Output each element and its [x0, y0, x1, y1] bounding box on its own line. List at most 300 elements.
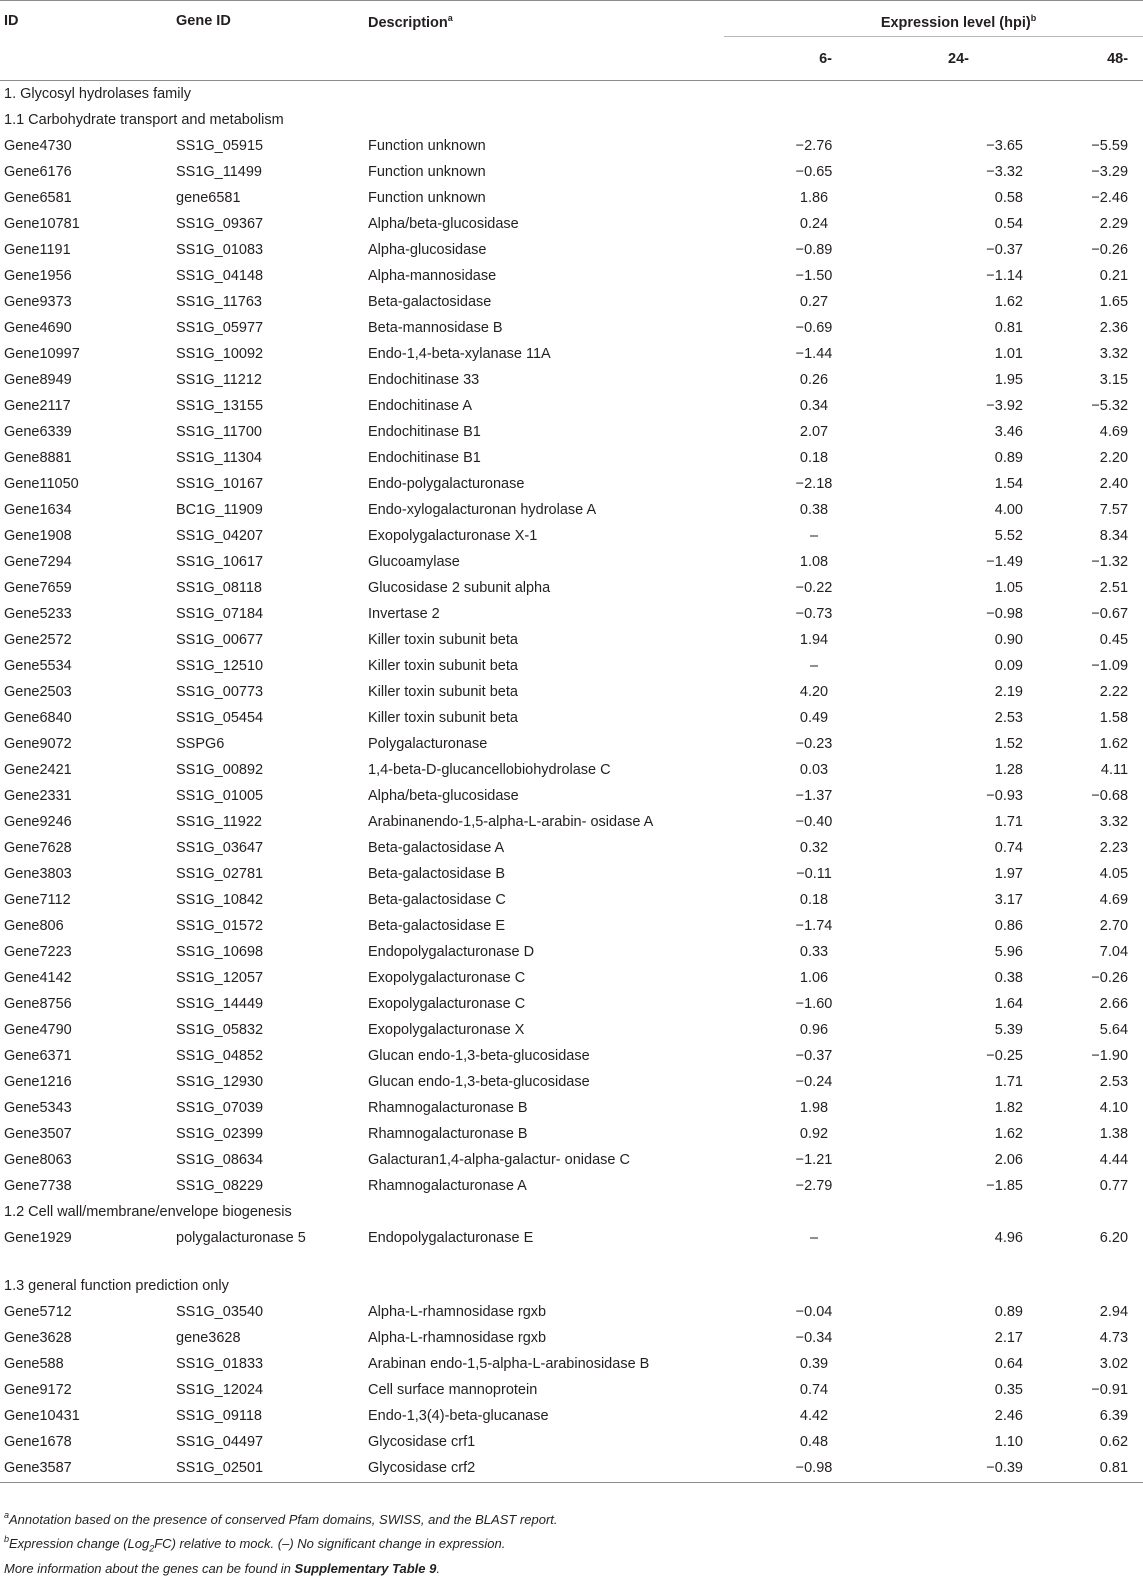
cell-48hpi: 3.32 [1099, 345, 1129, 362]
table-footnotes [4, 1506, 558, 1578]
cell-id: Gene7659 [4, 579, 72, 596]
cell-6hpi [724, 419, 868, 445]
cell-48hpi: −0.26 [1091, 241, 1129, 258]
cell-24hpi [868, 575, 1023, 601]
cell-24hpi-value: 2.17 [994, 1329, 1023, 1346]
cell-gene-id: SS1G_13155 [176, 397, 264, 414]
table-row [0, 367, 1143, 393]
cell-48hpi: 3.15 [1099, 371, 1129, 388]
cell-24hpi [868, 887, 1023, 913]
cell-description: Beta-galactosidase [368, 293, 492, 310]
cell-24hpi [868, 1403, 1023, 1429]
cell-gene-id: SS1G_09367 [176, 215, 264, 232]
cell-gene-id: SS1G_04148 [176, 267, 264, 284]
cell-6hpi-value: 1.86 [799, 189, 829, 206]
cell-id: Gene11050 [4, 475, 79, 492]
cell-6hpi-value: 0.03 [799, 761, 829, 778]
cell-gene-id: SS1G_01572 [176, 917, 264, 934]
cell-24hpi-value: −3.32 [986, 163, 1023, 180]
cell-id: Gene9172 [4, 1381, 72, 1398]
expression-footnote-mark: b [1030, 13, 1037, 23]
cell-6hpi [724, 445, 868, 471]
cell-6hpi-value: −2.18 [795, 475, 833, 492]
cell-gene-id: SS1G_04207 [176, 527, 264, 544]
cell-id: Gene1678 [4, 1433, 72, 1450]
cell-24hpi-value: −1.14 [986, 267, 1023, 284]
cell-id: Gene7628 [4, 839, 72, 856]
cell-description: Cell surface mannoprotein [368, 1381, 538, 1398]
cell-description: Beta-galactosidase B [368, 865, 506, 882]
cell-6hpi-value: 0.18 [799, 891, 829, 908]
cell-6hpi [724, 1351, 868, 1377]
cell-6hpi-value: 2.07 [799, 423, 829, 440]
cell-24hpi-value: −3.65 [986, 137, 1023, 154]
cell-id: Gene4690 [4, 319, 72, 336]
table-row [0, 1017, 1143, 1043]
cell-24hpi-value: 0.81 [994, 319, 1023, 336]
cell-24hpi [868, 1225, 1023, 1273]
cell-24hpi-value: 0.89 [994, 1303, 1023, 1320]
cell-description: Killer toxin subunit beta [368, 683, 518, 700]
cell-48hpi: −1.32 [1091, 553, 1129, 570]
cell-48hpi: 4.73 [1099, 1329, 1129, 1346]
table-body [0, 81, 1143, 1483]
cell-description: Glycosidase crf2 [368, 1455, 724, 1483]
table-row [0, 731, 1143, 757]
cell-6hpi-value: 0.24 [799, 215, 829, 232]
cell-description: Endochitinase A [368, 397, 472, 414]
cell-48hpi: 3.32 [1099, 813, 1129, 830]
cell-description: Exopolygalacturonase X [368, 1021, 525, 1038]
cell-24hpi-value: 0.54 [994, 215, 1023, 232]
cell-24hpi [868, 1147, 1023, 1173]
table-row [0, 1043, 1143, 1069]
cell-id: Gene5233 [4, 605, 72, 622]
cell-description: Polygalacturonase [368, 735, 488, 752]
cell-24hpi [868, 1299, 1023, 1325]
cell-id: Gene1908 [4, 527, 72, 544]
cell-6hpi-value: – [809, 657, 819, 674]
cell-48hpi: −0.68 [1091, 787, 1129, 804]
cell-24hpi [868, 315, 1023, 341]
cell-gene-id: SS1G_11922 [176, 813, 262, 830]
cell-gene-id: SS1G_08229 [176, 1177, 264, 1194]
cell-48hpi: 2.36 [1099, 319, 1129, 336]
cell-description: Exopolygalacturonase X-1 [368, 527, 538, 544]
cell-gene-id: SS1G_04497 [176, 1433, 264, 1450]
cell-description: Arabinanendo-1,5-alpha-L-arabin- osidase A [368, 813, 654, 830]
description-footnote-mark: a [447, 13, 453, 23]
cell-id: Gene8756 [4, 995, 72, 1012]
table-row [0, 1455, 1143, 1483]
cell-48hpi: 2.22 [1099, 683, 1129, 700]
table-row [0, 1069, 1143, 1095]
cell-48hpi: 4.10 [1099, 1099, 1129, 1116]
cell-description: Beta-mannosidase B [368, 319, 503, 336]
table-row [0, 965, 1143, 991]
cell-description: Endo-xylogalacturonan hydrolase A [368, 501, 597, 518]
cell-gene-id: SS1G_10842 [176, 891, 264, 908]
cell-24hpi-value: 2.53 [994, 709, 1023, 726]
cell-id: Gene1634 [4, 501, 72, 518]
cell-48hpi: 8.34 [1099, 527, 1129, 544]
cell-6hpi [724, 1095, 868, 1121]
cell-48hpi: −3.29 [1091, 163, 1129, 180]
cell-6hpi-value: −0.40 [795, 813, 833, 830]
cell-6hpi-value: 0.26 [799, 371, 829, 388]
cell-description: Glucoamylase [368, 553, 460, 570]
cell-description: Alpha-glucosidase [368, 241, 487, 258]
cell-24hpi [868, 1429, 1023, 1455]
cell-48hpi: 2.66 [1099, 995, 1129, 1012]
table-row [0, 627, 1143, 653]
table-row [0, 1403, 1143, 1429]
cell-id: Gene9373 [4, 293, 72, 310]
cell-6hpi [724, 679, 868, 705]
cell-description: Alpha-L-rhamnosidase rgxb [368, 1303, 547, 1320]
cell-24hpi-value: −3.92 [986, 397, 1023, 414]
cell-48hpi: 5.64 [1099, 1021, 1129, 1038]
cell-gene-id: SS1G_01005 [176, 787, 264, 804]
cell-description: Endopolygalacturonase E [368, 1229, 534, 1246]
cell-6hpi-value: 0.96 [799, 1021, 829, 1038]
cell-id: Gene2503 [4, 683, 72, 700]
cell-24hpi [868, 965, 1023, 991]
cell-description: Killer toxin subunit beta [368, 631, 518, 648]
cell-6hpi-value: 0.39 [799, 1355, 829, 1372]
table-row [0, 913, 1143, 939]
cell-6hpi-value: 0.32 [799, 839, 829, 856]
cell-6hpi-value: −1.60 [795, 995, 833, 1012]
cell-24hpi [868, 1325, 1023, 1351]
cell-6hpi [724, 965, 868, 991]
cell-6hpi-value: −0.04 [795, 1303, 833, 1320]
cell-6hpi [724, 237, 868, 263]
cell-id: Gene4730 [4, 137, 72, 154]
cell-24hpi [868, 211, 1023, 237]
cell-24hpi-value: 1.71 [994, 1073, 1023, 1090]
cell-24hpi [868, 783, 1023, 809]
header-6hpi: 6- [819, 51, 832, 67]
cell-24hpi [868, 861, 1023, 887]
cell-gene-id: SS1G_03647 [176, 839, 264, 856]
table-row [0, 237, 1143, 263]
cell-24hpi-value: 0.74 [994, 839, 1023, 856]
table-row [0, 1429, 1143, 1455]
table-row [0, 1095, 1143, 1121]
cell-description: Endochitinase B1 [368, 423, 481, 440]
cell-6hpi-value: −0.23 [795, 735, 833, 752]
cell-gene-id: SS1G_11763 [176, 293, 262, 310]
table-row [0, 523, 1143, 549]
header-id: ID [4, 13, 19, 29]
cell-description: Galacturan1,4-alpha-galactur- onidase C [368, 1151, 630, 1168]
cell-24hpi [868, 237, 1023, 263]
cell-6hpi-value: −0.89 [795, 241, 833, 258]
cell-6hpi [724, 367, 868, 393]
table-row [0, 601, 1143, 627]
cell-6hpi [724, 159, 868, 185]
cell-6hpi [724, 185, 868, 211]
cell-gene-id: SS1G_14449 [176, 995, 264, 1012]
cell-6hpi-value: 0.49 [799, 709, 829, 726]
cell-gene-id: SS1G_01083 [176, 241, 264, 258]
cell-24hpi-value: 1.97 [994, 865, 1023, 882]
table-row [0, 679, 1143, 705]
cell-6hpi [724, 575, 868, 601]
cell-48hpi: 4.11 [1100, 761, 1129, 778]
cell-id: Gene2572 [4, 631, 72, 648]
cell-gene-id: SS1G_01833 [176, 1355, 264, 1372]
cell-48hpi: 2.51 [1099, 579, 1129, 596]
cell-description: Endo-1,3(4)-beta-glucanase [368, 1407, 549, 1424]
cell-gene-id: SS1G_07039 [176, 1099, 264, 1116]
cell-24hpi-value: 0.38 [994, 969, 1023, 986]
table-row [0, 159, 1143, 185]
cell-24hpi-value: 0.35 [994, 1381, 1023, 1398]
cell-48hpi: 0.81 [1023, 1455, 1143, 1483]
cell-6hpi [724, 1069, 868, 1095]
cell-description: Endo-1,4-beta-xylanase 11A [368, 345, 551, 362]
cell-id: Gene2421 [4, 761, 72, 778]
cell-24hpi [868, 731, 1023, 757]
cell-description: Exopolygalacturonase C [368, 995, 526, 1012]
cell-gene-id: SS1G_11499 [176, 163, 262, 180]
cell-48hpi: 6.39 [1099, 1407, 1129, 1424]
cell-id: Gene3803 [4, 865, 72, 882]
cell-24hpi [868, 705, 1023, 731]
cell-24hpi [868, 133, 1023, 159]
cell-24hpi [868, 1017, 1023, 1043]
footnote-b: $^b$Expression change (Log$_2$FC) relative to mock. (–) No significant change in expression. [4, 1533, 506, 1554]
table-row [0, 1351, 1143, 1377]
cell-6hpi-value: −0.11 [796, 865, 832, 882]
cell-gene-id: gene3628 [176, 1329, 241, 1346]
cell-id: Gene2331 [4, 787, 72, 804]
cell-gene-id: SS1G_05454 [176, 709, 264, 726]
cell-24hpi-value: 1.05 [994, 579, 1023, 596]
cell-24hpi [868, 809, 1023, 835]
cell-gene-id: BC1G_11909 [176, 501, 263, 518]
cell-48hpi: 2.53 [1099, 1073, 1129, 1090]
footnote-more-info: More information about the genes can be found in Supplementary Table 9. [4, 1560, 440, 1576]
table-row [0, 1377, 1143, 1403]
cell-24hpi-value: 1.71 [994, 813, 1023, 830]
cell-6hpi-value: 0.92 [799, 1125, 829, 1142]
table-row [0, 1147, 1143, 1173]
cell-48hpi: 1.65 [1099, 293, 1129, 310]
cell-description: Rhamnogalacturonase A [368, 1177, 527, 1194]
table-row [0, 445, 1143, 471]
cell-id: Gene806 [4, 917, 64, 934]
table-row [0, 991, 1143, 1017]
cell-6hpi [724, 211, 868, 237]
cell-6hpi [724, 393, 868, 419]
cell-id: Gene3628 [4, 1329, 72, 1346]
cell-6hpi-value: −1.50 [795, 267, 833, 284]
table-row [0, 809, 1143, 835]
cell-6hpi-value: 1.94 [799, 631, 829, 648]
cell-gene-id: SS1G_12930 [176, 1073, 264, 1090]
cell-24hpi [868, 1377, 1023, 1403]
cell-24hpi-value: 0.09 [994, 657, 1023, 674]
cell-24hpi-value: 5.96 [994, 943, 1023, 960]
cell-id: Gene1956 [4, 267, 72, 284]
cell-gene-id: SS1G_00677 [176, 631, 264, 648]
table-row [0, 497, 1143, 523]
cell-gene-id: SS1G_02501 [176, 1455, 368, 1483]
cell-gene-id: SS1G_04852 [176, 1047, 264, 1064]
cell-6hpi [724, 1377, 868, 1403]
cell-gene-id: SS1G_10092 [176, 345, 264, 362]
cell-6hpi [724, 1455, 868, 1483]
cell-24hpi [868, 289, 1023, 315]
cell-48hpi: −5.59 [1091, 137, 1129, 154]
cell-id: Gene8063 [4, 1151, 72, 1168]
cell-24hpi-value: 0.58 [994, 189, 1023, 206]
cell-48hpi: −0.26 [1091, 969, 1129, 986]
cell-24hpi [868, 653, 1023, 679]
cell-id: Gene6339 [4, 423, 72, 440]
cell-24hpi [868, 159, 1023, 185]
cell-description: Beta-galactosidase E [368, 917, 506, 934]
cell-6hpi-value: – [809, 527, 819, 544]
section-title: 1.2 Cell wall/membrane/envelope biogenesis [4, 1203, 292, 1220]
cell-description: Beta-galactosidase A [368, 839, 505, 856]
cell-6hpi-value: −0.22 [795, 579, 833, 596]
cell-description: Endochitinase 33 [368, 371, 480, 388]
table-row [0, 419, 1143, 445]
footnote-a: $^a$Annotation based on the presence of conserved Pfam domains, SWISS, and the BLAST report. [4, 1510, 558, 1527]
section-row [0, 81, 1143, 107]
table-row [0, 185, 1143, 211]
table-row [0, 705, 1143, 731]
cell-6hpi [724, 705, 868, 731]
cell-id: Gene1191 [4, 241, 71, 258]
cell-gene-id: SS1G_02399 [176, 1125, 264, 1142]
cell-24hpi [868, 341, 1023, 367]
cell-id: Gene7294 [4, 553, 72, 570]
cell-gene-id: SS1G_05832 [176, 1021, 264, 1038]
cell-48hpi: 1.62 [1099, 735, 1129, 752]
cell-6hpi [724, 133, 868, 159]
section-title: 1.3 general function prediction only [4, 1277, 229, 1294]
cell-48hpi: 0.45 [1099, 631, 1129, 648]
cell-6hpi-value: −0.24 [795, 1073, 833, 1090]
cell-48hpi: 1.38 [1099, 1125, 1129, 1142]
section-row [0, 1199, 1143, 1225]
cell-6hpi [724, 757, 868, 783]
cell-24hpi [868, 419, 1023, 445]
cell-48hpi: −0.91 [1091, 1381, 1129, 1398]
cell-6hpi-value: −0.73 [795, 605, 833, 622]
cell-6hpi [724, 861, 868, 887]
cell-48hpi: 2.70 [1099, 917, 1129, 934]
cell-24hpi-value: −0.98 [986, 605, 1023, 622]
cell-description: Beta-galactosidase C [368, 891, 506, 908]
cell-48hpi: 2.23 [1099, 839, 1129, 856]
cell-6hpi-value: 0.38 [799, 501, 829, 518]
cell-6hpi-value: 4.20 [799, 683, 829, 700]
table-row [0, 393, 1143, 419]
cell-24hpi-value: 1.95 [994, 371, 1023, 388]
cell-description: Function unknown [368, 189, 486, 206]
cell-description: Function unknown [368, 163, 486, 180]
cell-gene-id: SSPG6 [176, 735, 225, 752]
cell-id: Gene7223 [4, 943, 72, 960]
cell-24hpi-value: −1.85 [986, 1177, 1023, 1194]
cell-48hpi: −5.32 [1091, 397, 1129, 414]
cell-6hpi-value: −0.98 [795, 1459, 833, 1476]
cell-24hpi [868, 445, 1023, 471]
table-row [0, 315, 1143, 341]
table-row [0, 575, 1143, 601]
cell-6hpi [724, 1225, 868, 1273]
table-row [0, 289, 1143, 315]
cell-48hpi: 0.77 [1099, 1177, 1129, 1194]
cell-24hpi-value: 5.52 [994, 527, 1023, 544]
cell-id: Gene3507 [4, 1125, 72, 1142]
cell-6hpi-value: 0.27 [799, 293, 829, 310]
section-row [0, 107, 1143, 133]
cell-description: Killer toxin subunit beta [368, 709, 518, 726]
section-title: 1.1 Carbohydrate transport and metabolism [4, 111, 284, 128]
cell-6hpi [724, 887, 868, 913]
supplementary-table-link[interactable]: Supplementary Table 9 [294, 1560, 437, 1576]
cell-gene-id: SS1G_10167 [176, 475, 264, 492]
cell-description: Alpha-L-rhamnosidase rgxb [368, 1329, 547, 1346]
cell-description: Rhamnogalacturonase B [368, 1125, 528, 1142]
cell-description: Endochitinase B1 [368, 449, 481, 466]
cell-6hpi [724, 341, 868, 367]
cell-24hpi-value: 1.10 [994, 1433, 1023, 1450]
cell-6hpi [724, 1173, 868, 1199]
cell-6hpi-value: 1.06 [799, 969, 829, 986]
cell-24hpi [868, 263, 1023, 289]
cell-24hpi [868, 523, 1023, 549]
cell-24hpi-value: 2.46 [994, 1407, 1023, 1424]
cell-48hpi: 4.05 [1099, 865, 1129, 882]
cell-description: Exopolygalacturonase C [368, 969, 526, 986]
cell-6hpi-value: 1.98 [799, 1099, 829, 1116]
cell-description: Alpha-mannosidase [368, 267, 497, 284]
cell-48hpi: 7.57 [1099, 501, 1129, 518]
cell-24hpi-value: 2.19 [994, 683, 1023, 700]
cell-6hpi-value: −0.65 [795, 163, 833, 180]
cell-6hpi [724, 315, 868, 341]
cell-gene-id: SS1G_02781 [176, 865, 264, 882]
cell-6hpi [724, 549, 868, 575]
cell-gene-id: SS1G_05977 [176, 319, 264, 336]
cell-24hpi-value: −0.25 [986, 1047, 1023, 1064]
cell-id: Gene2117 [4, 397, 71, 414]
header-48hpi: 48- [1107, 51, 1129, 67]
cell-48hpi: 0.62 [1099, 1433, 1129, 1450]
cell-24hpi [868, 627, 1023, 653]
cell-6hpi-value: – [809, 1229, 819, 1246]
cell-gene-id: SS1G_00892 [176, 761, 264, 778]
cell-description: Endopolygalacturonase D [368, 943, 535, 960]
cell-6hpi-value: −1.37 [795, 787, 833, 804]
table-row [0, 1299, 1143, 1325]
cell-6hpi [724, 835, 868, 861]
cell-24hpi [868, 757, 1023, 783]
cell-id: Gene6176 [4, 163, 72, 180]
cell-6hpi-value: −1.44 [795, 345, 833, 362]
cell-id: Gene9072 [4, 735, 72, 752]
cell-48hpi: −1.90 [1091, 1047, 1129, 1064]
cell-6hpi [724, 263, 868, 289]
